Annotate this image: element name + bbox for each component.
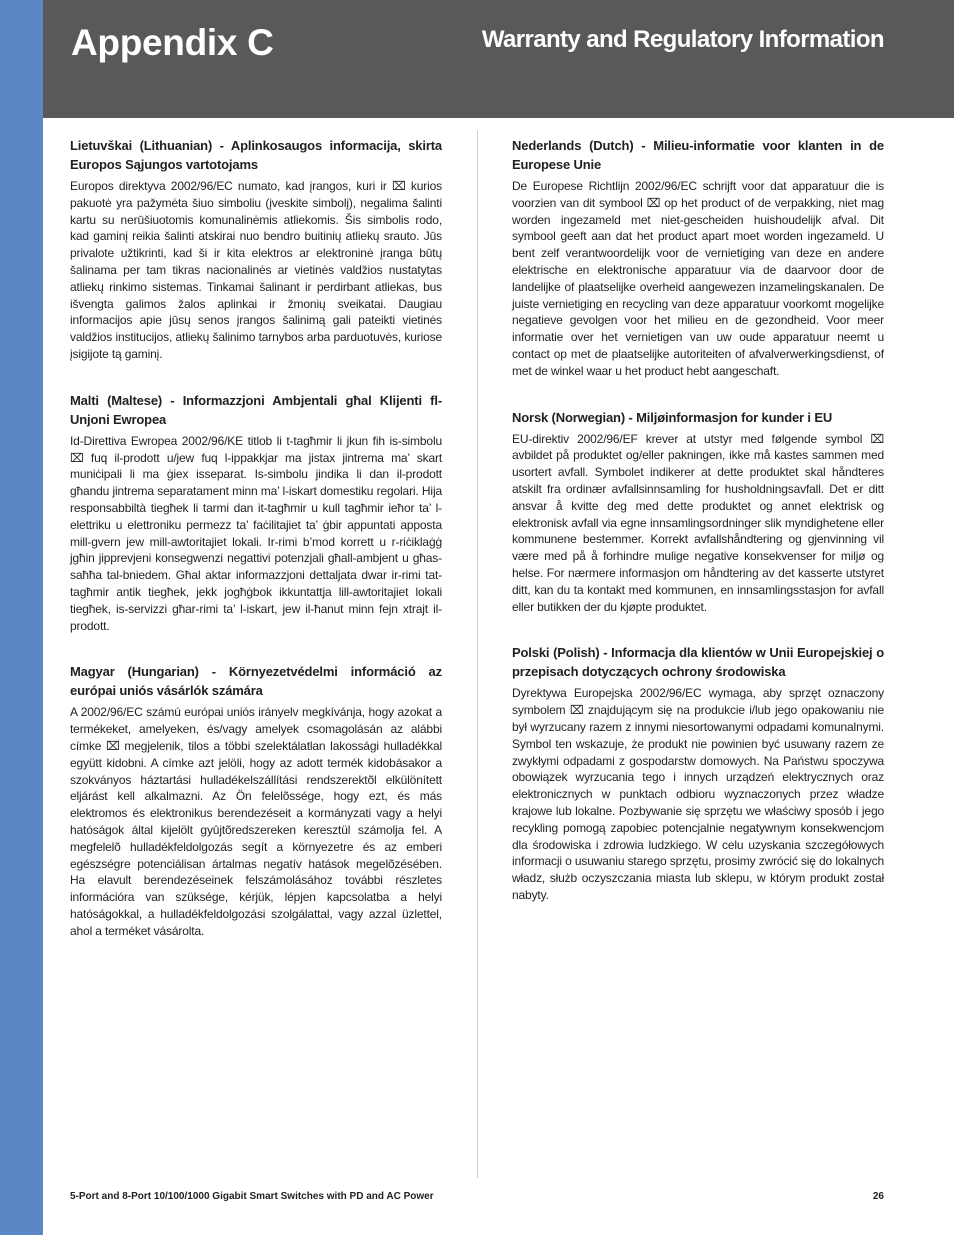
footer-product-name: 5-Port and 8-Port 10/100/1000 Gigabit Smart Switches with PD and AC Power bbox=[70, 1191, 434, 1202]
section-heading: Malti (Maltese) - Informazzjoni Ambjentali għal Klijenti fl-Unjoni Ewropea bbox=[70, 392, 442, 427]
section-norwegian bbox=[512, 408, 884, 616]
page-subtitle: Warranty and Regulatory Information bbox=[481, 26, 884, 53]
section-heading: Lietuvškai (Lithuanian) - Aplinkosaugos informacija, skirta Europos Sąjungos vartotojams bbox=[70, 138, 442, 172]
right-column bbox=[512, 136, 884, 932]
section-heading: Norsk (Norwegian) - Miljøinformasjon for kunder i EU bbox=[512, 409, 833, 425]
section-hungarian bbox=[70, 662, 442, 939]
section-body: Id-Direttiva Ewropea 2002/96/KE titlob li t-tagħmir li jkun fih is-simbolu ⌧ fuq il-prodott u/jew fuq l-ippakkjar ma jistax jintrema ma’ skart muniċipali li ma ġiex isseparat. Is-simbolu jindika li dan il-prodott għandu jintrema separatament minn ma’ l-iskart domestiku regolari. Hija responsabbiltà tiegħek li tarmi dan it-tagħmir u kull tagħmir ieħor ta’ l-elettriku u elettroniku permezz ta’ faċilitajiet ta’ ġbir appuntati apposta mill-gvern jew mill-awtoritajiet lokali. Ir-rimi b’mod korrett u r-riċiklaġġ jgħin jipprevjeni konsegwenzi negattivi potenzjali għall-ambjent u għas-saħħa tal-bniedem. Għal aktar informazzjoni dettaljata dwar ir-rimi tat-tagħmir antik tiegħek, jekk jogħġbok ikkuntattja lill-awtoritajiet lokali tiegħek, is-servizzi għar-rimi ta’ l-iskart, jew il-ħanut minn fejn xtrajt il-prodott. bbox=[70, 433, 442, 633]
section-polish bbox=[512, 643, 884, 903]
section-maltese bbox=[70, 391, 442, 635]
page-number: 26 bbox=[872, 1191, 884, 1202]
side-accent-bar bbox=[0, 0, 43, 1235]
section-body: A 2002/96/EC számú európai uniós irányelv megkívánja, hogy azokat a termékeket, amelyeken, és/vagy amelyek csomagolásán az alábbi címke ⌧ megjelenik, tilos a többi szelektálatlan lakossági hulladékkal együtt kidobni. A címke azt jelöli, hogy az adott termék kidobásakor a szokványos háztartási hulladékelszállítási rendszerektõl elkülönített eljárást kell alkalmazni. Az Ön felelõssége, hogy ezt, és más elektromos és elektronikus berendezéseit a kormányzati vagy a helyi hatóságok által kijelölt gyûjtõredszereken keresztül számolja fel. A megfelelõ hulladékfeldolgozás segít a környezetre és az emberi egészségre potenciálisan ártalmas negatív hatások megelõzésében. Ha elavult berendezéseinek felszámolásához további részletes információra van szüksége, kérjük, lépjen kapcsolatba a helyi hatóságokkal, a hulladékfeldolgozási szolgálattal, vagy azzal üzlettel, ahol a terméket vásárolta. bbox=[70, 705, 442, 938]
section-body: De Europese Richtlijn 2002/96/EC schrijft voor dat apparatuur die is voorzien van dit symbool ⌧ op het product of de verpakking, niet mag worden ingezameld met niet-gescheiden huishoudelijk afval. Dit symbool geeft aan dat het product apart moet worden ingezameld. U bent zelf verantwoordelijk voor de vernietiging van deze en andere elektrische en elektronische apparatuur via de daarvoor door de landelijke of plaatselijke overheid aangewezen inzamelingskanalen. De juiste vernietiging en recycling van deze apparatuur voorkomt mogelijke negatieve gevolgen voor het milieu en de gezondheid. Voor meer informatie over het vernietigen van uw oude apparatuur neemt u contact op met de plaatselijke autoriteiten of afvalverwerkingsdienst, of met de winkel waar u het product hebt aangeschaft. bbox=[512, 179, 884, 378]
section-body: Europos direktyva 2002/96/EC numato, kad įrangos, kuri ir ⌧ kurios pakuotė yra pažymėta šiuo simboliu (įveskite simbolį), negalima šalinti kartu su nerūšiuotomis komunalinėmis atliekomis. Šis simbolis rodo, kad gaminį reikia šalinti atskirai nuo bendro buitinių atliekų srauto. Jūs privalote užtikrinti, kad ši ir kita elektros ar elektroninė įranga būtų šalinama per tam tikras nacionalinės ar vietinės valdžios nustatytas atliekų rinkimo sistemas. Tinkamai šalinant ir perdirbant atliekas, bus išvengta galimos žalos aplinkai ir žmonių sveikatai. Daugiau informacijos apie jūsų senos įrangos šalinimą gali pateikti vietinės valdžios institucijos, atliekų šalinimo tarnybos arba parduotuvės, kuriose įsigijote tą gaminį. bbox=[70, 179, 442, 361]
section-lithuanian bbox=[70, 136, 442, 363]
section-dutch bbox=[512, 136, 884, 380]
section-heading: Magyar (Hungarian) - Környezetvédelmi információ az európai uniós vásárlók számára bbox=[70, 664, 442, 699]
section-heading: Nederlands (Dutch) - Milieu-informatie voor klanten in de Europese Unie bbox=[512, 138, 884, 172]
section-body: Dyrektywa Europejska 2002/96/EC wymaga, aby sprzęt oznaczony symbolem ⌧ znajdującym się na produkcie i/lub jego opakowaniu nie był wyrzucany razem z innymi niesortowanymi odpadami komunalnymi. Symbol ten wskazuje, że produkt nie powinien być usuwany razem ze zwykłymi odpadami z gospodarstw domowych. Na Państwu spoczywa obowiązek wyrzucania tego i innych urządzeń elektrycznych oraz elektronicznych w punktach odbioru wyznaczonych przez władze krajowe lub lokalne. Pozbywanie się sprzętu we właściwy sposób i jego recykling pomogą zapobiec potencjalnie negatywnym konsekwencjom dla środowiska i zdrowia ludzkiego. W celu uzyskania szczegółowych informacji o usuwaniu starego sprzętu, prosimy zwrócić się do lokalnych władz, służb oczyszczania miasta lub sklepu, w którym produkt został nabyty. bbox=[512, 686, 884, 902]
column-divider bbox=[477, 130, 478, 1178]
left-column bbox=[70, 136, 442, 967]
section-body: EU-direktiv 2002/96/EF krever at utstyr med følgende symbol ⌧ avbildet på produktet og/eller pakningen, ikke må kastes sammen med usortert avfall. Symbolet indikerer at dette produktet skal håndteres atskilt fra ordinær avfallsinnsamling for husholdningsavfall. Det er ditt ansvar å kvitte deg med dette produktet og annet elektrisk og elektronisk avfall via egne innsamlingsordninger slik myndighetene eller kommunene bestemmer. Korrekt avfallshåndtering og gjenvinning vil være med på å forhindre mulige negative konsekvenser for miljø og helse. For nærmere informasjon om håndtering av det kasserte utstyret ditt, kan du ta kontakt med kommunen, en innsamlingsstasjon for avfall eller butikken der du kjøpte produktet. bbox=[512, 431, 884, 614]
section-heading: Polski (Polish) - Informacja dla klientów w Unii Europejskiej o przepisach dotyczących ochrony środowiska bbox=[512, 645, 884, 680]
page-title: Appendix C bbox=[71, 22, 274, 63]
